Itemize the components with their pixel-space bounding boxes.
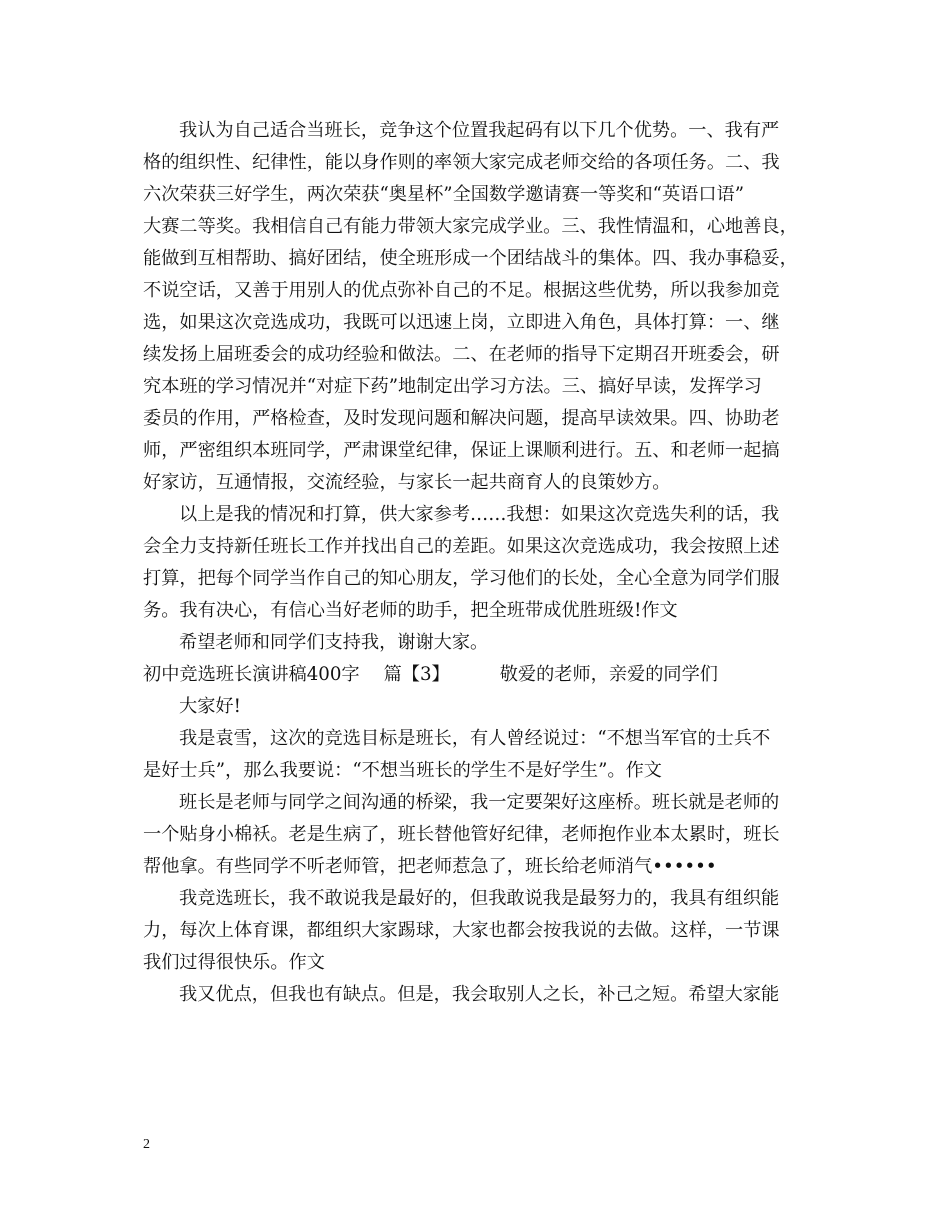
body-text [143,115,823,1011]
paragraph-line: 务。我有决心，有信心当好老师的助手，把全班带成优胜班级!作文 [143,600,678,621]
paragraph-line: 我又优点，但我也有缺点。但是，我会取别人之长，补己之短。希望大家能 [179,984,780,1005]
paragraph-line: 力，每次上体育课，都组织大家踢球，大家也都会按我说的去做。这样，一节课 [143,920,780,941]
paragraph-line: 好家访，互通情报，交流经验，与家长一起共商育人的良策妙方。 [143,472,671,493]
paragraph-line: 选，如果这次竞选成功，我既可以迅速上岗，立即进入角色，具体打算：一、继 [143,312,780,333]
paragraph-line: 究本班的学习情况并“对症下药”地制定出学习方法。三、搞好早读，发挥学习 [143,376,762,397]
paragraph-line: 师，严密组织本班同学，严肃课堂纪律，保证上课顺利进行。五、和老师一起搞 [143,440,780,461]
paragraph-line: 六次荣获三好学生，两次荣获“奥星杯”全国数学邀请赛一等奖和“英语口语” [143,184,745,205]
paragraph-line: 我们过得很快乐。作文 [143,952,325,973]
paragraph-line: 是好士兵”，那么我要说：“不想当班长的学生不是好学生”。作文 [143,760,662,781]
heading-greeting: 敬爱的老师，亲爱的同学们 [499,664,718,685]
page-number: 2 [143,1137,150,1152]
paragraph-line: 我认为自己适合当班长，竞争这个位置我起码有以下几个优势。一、我有严 [179,120,780,141]
heading-section: 篇【3】 [383,664,450,685]
paragraph-line: 希望老师和同学们支持我，谢谢大家。 [179,632,489,653]
paragraph-line: 会全力支持新任班长工作并找出自己的差距。如果这次竞选成功，我会按照上述 [143,536,780,557]
paragraph-line: 不说空话，又善于用别人的优点弥补自己的不足。根据这些优势，所以我参加竞 [143,280,780,301]
paragraph-line: 班长是老师与同学之间沟通的桥梁，我一定要架好这座桥。班长就是老师的 [179,792,780,813]
paragraph-line: 帮他拿。有些同学不听老师管，把老师惹急了，班长给老师消气•••••• [143,856,717,877]
paragraph-line: 我竞选班长，我不敢说我是最好的，但我敢说我是最努力的，我具有组织能 [179,888,780,909]
paragraph-line: 大赛二等奖。我相信自己有能力带领大家完成学业。三、我性情温和，心地善良， [143,216,798,237]
heading-title: 初中竞选班长演讲稿400字 [143,664,360,685]
section-heading [143,659,823,691]
paragraph-line: 打算，把每个同学当作自己的知心朋友，学习他们的长处，全心全意为同学们服 [143,568,780,589]
paragraph-line: 以上是我的情况和打算，供大家参考……我想：如果这次竞选失利的话，我 [179,504,780,525]
paragraph-line: 我是袁雪，这次的竞选目标是班长，有人曾经说过：“不想当军官的士兵不 [179,728,771,749]
paragraph-line: 续发扬上届班委会的成功经验和做法。二、在老师的指导下定期召开班委会，研 [143,344,780,365]
paragraph-line: 大家好! [179,696,241,717]
paragraph-line: 一个贴身小棉袄。老是生病了，班长替他管好纪律，老师抱作业本太累时，班长 [143,824,780,845]
paragraph-line: 能做到互相帮助、搞好团结，使全班形成一个团结战斗的集体。四、我办事稳妥， [143,248,798,269]
paragraph-line: 格的组织性、纪律性，能以身作则的率领大家完成老师交给的各项任务。二、我 [143,152,780,173]
paragraph-line: 委员的作用，严格检查，及时发现问题和解决问题，提高早读效果。四、协助老 [143,408,780,429]
